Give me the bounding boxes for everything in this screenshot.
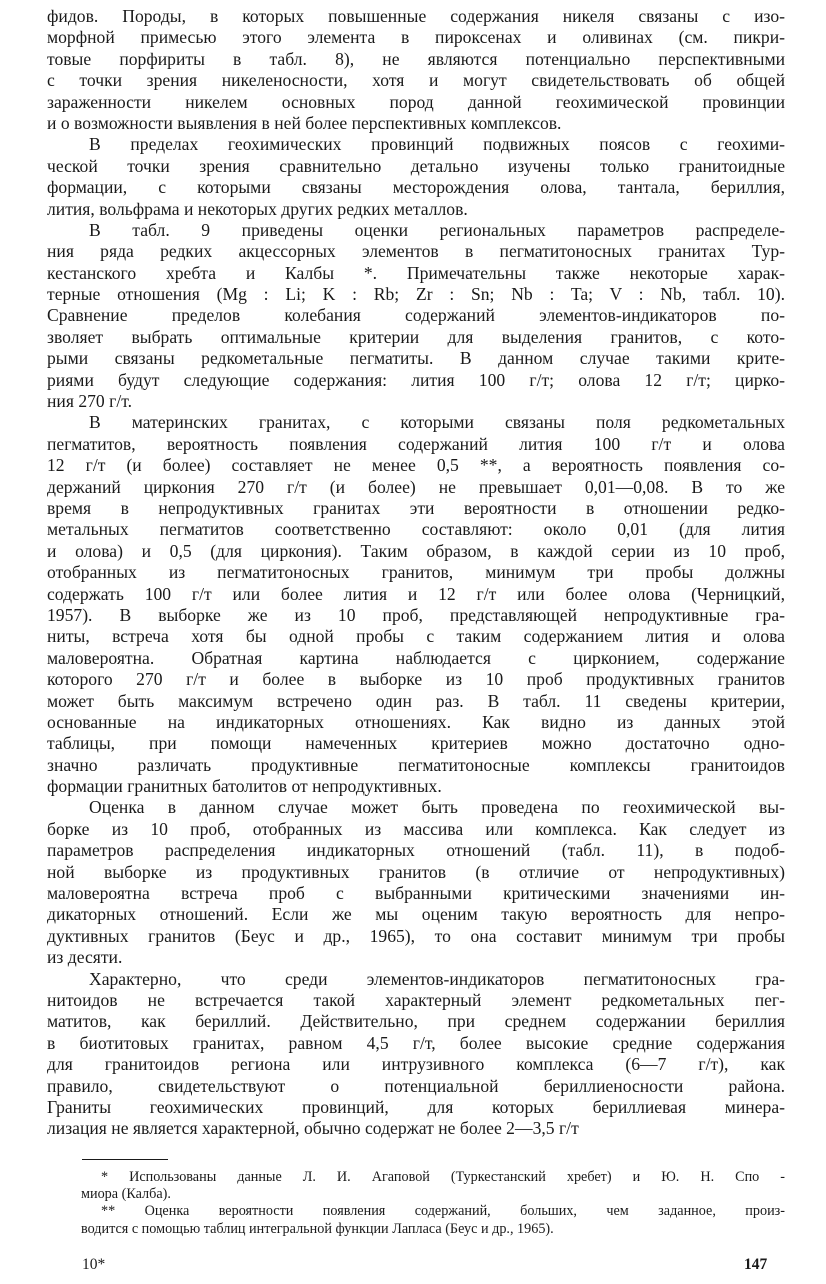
footnote bbox=[81, 1203, 785, 1237]
text-line: основанные на индикаторных отношениях. Как видно из данных этой bbox=[47, 711, 785, 732]
text-line: в биотитовых гранитах, равном 4,5 г/т, более высокие средние содержания bbox=[47, 1032, 785, 1053]
text-line: таблицы, при помощи намеченных критериев можно достаточно одно- bbox=[47, 733, 785, 754]
text-line: ниты, встреча хотя бы одной пробы с таким содержанием лития и олова bbox=[47, 626, 785, 647]
text-line: риями будут следующие содержания: лития 100 г/т; олова 12 г/т; цирко- bbox=[47, 369, 785, 390]
text-line: дикаторных отношений. Если же мы оценим такую вероятность для непро- bbox=[47, 904, 785, 925]
text-line: формации гранитных батолитов от непродуктивных. bbox=[47, 776, 442, 797]
text-line: зволяет выбрать оптимальные критерии для выделения гранитов, с кото- bbox=[47, 326, 785, 347]
text-line: В пределах геохимических провинций подвижных поясов с геохими- bbox=[89, 134, 785, 155]
paragraph bbox=[47, 134, 785, 220]
text-line: терные отношения (Mg : Li; K : Rb; Zr : Sn; Nb : Ta; V : Nb, табл. 10). bbox=[47, 284, 785, 305]
text-line: маловероятна встреча проб с выбранными критическими значениями ин- bbox=[47, 883, 785, 904]
text-line: нитоидов не встречается такой характерный элемент редкометальных пег- bbox=[47, 989, 785, 1010]
text-line: борке из 10 проб, отобранных из массива или комплекса. Как следует из bbox=[47, 818, 785, 839]
text-line: значно различать продуктивные пегматитоносные комплексы гранитоидов bbox=[47, 754, 785, 775]
paragraph bbox=[47, 797, 785, 968]
text-line: 12 г/т (и более) составляет не менее 0,5 **, а вероятность появления со- bbox=[47, 455, 785, 476]
text-line: с точки зрения никеленосности, хотя и могут свидетельствовать об общей bbox=[47, 70, 785, 91]
text-line: дуктивных гранитов (Беус и др., 1965), то она составит минимум три пробы bbox=[47, 925, 785, 946]
paragraph bbox=[47, 220, 785, 413]
text-line: правило, свидетельствуют о потенциальной бериллиеносности района. bbox=[47, 1075, 785, 1096]
text-line: лития, вольфрама и некоторых других редких металлов. bbox=[47, 198, 468, 219]
text-line: 1957). В выборке же из 10 проб, представляющей непродуктивные гра- bbox=[47, 604, 785, 625]
text-line: фидов. Породы, в которых повышенные содержания никеля связаны с изо- bbox=[47, 6, 785, 26]
text-line: которого 270 г/т и более в выборке из 10 проб продуктивных гранитов bbox=[47, 669, 785, 690]
text-line: время в непродуктивных гранитах эти вероятности в отношении редко- bbox=[47, 497, 785, 518]
text-line: В материнских гранитах, с которыми связаны поля редкометальных bbox=[89, 412, 785, 433]
text-line: товые порфириты в табл. 8), не являются потенциально перспективными bbox=[47, 48, 785, 69]
text-line: Оценка в данном случае может быть проведена по геохимической вы- bbox=[89, 797, 785, 818]
paragraph bbox=[47, 6, 785, 134]
text-line: параметров распределения индикаторных отношений (табл. 11), в подоб- bbox=[47, 840, 785, 861]
footnote-separator bbox=[82, 1159, 168, 1160]
text-line: матитов, как бериллий. Действительно, при среднем содержании бериллия bbox=[47, 1011, 785, 1032]
footnote bbox=[81, 1169, 785, 1203]
text-line: ной выборке из продуктивных гранитов (в отличие от непродуктивных) bbox=[47, 861, 785, 882]
paragraph bbox=[47, 412, 785, 797]
text-line: содержать 100 г/т или более лития и 12 г/т или более олова (Черницкий, bbox=[47, 583, 785, 604]
text-line: зараженности никелем основных пород данной геохимической провинции bbox=[47, 91, 785, 112]
text-line: держаний циркония 270 г/т (и более) не превышает 0,01—0,08. В то же bbox=[47, 476, 785, 497]
text-line: Характерно, что среди элементов-индикаторов пегматитоносных гра- bbox=[89, 968, 785, 989]
text-line: Граниты геохимических провинций, для которых бериллиевая минера- bbox=[47, 1096, 785, 1117]
text-line: кестанского хребта и Калбы *. Примечательны также некоторые харак- bbox=[47, 262, 785, 283]
text-line: для гранитоидов региона или интрузивного комплекса (6—7 г/т), как bbox=[47, 1054, 785, 1075]
text-line: морфной примесью этого элемента в пироксенах и оливинах (см. пикри- bbox=[47, 27, 785, 48]
text-line: В табл. 9 приведены оценки региональных параметров распределе- bbox=[89, 219, 785, 240]
text-line: метальных пегматитов соответственно составляют: около 0,01 (для лития bbox=[47, 519, 785, 540]
text-line: рыми связаны редкометальные пегматиты. В данном случае такими крите- bbox=[47, 348, 785, 369]
text-line: может быть максимум встречено один раз. В табл. 11 сведены критерии, bbox=[47, 690, 785, 711]
footnotes bbox=[81, 1169, 785, 1238]
text-line: и олова) и 0,5 (для циркония). Таким образом, в каждой серии из 10 проб, bbox=[47, 540, 785, 561]
text-line: * Использованы данные Л. И. Агаповой (Туркестанский хребет) и Ю. Н. Спо - bbox=[101, 1169, 785, 1185]
paragraph bbox=[47, 969, 785, 1140]
text-line: и о возможности выявления в ней более перспективных комплексов. bbox=[47, 112, 562, 133]
text-line: водится с помощью таблиц интегральной функции Лапласа (Беус и др., 1965). bbox=[81, 1220, 554, 1237]
text-line: лизация не является характерной, обычно содержат не более 2—3,5 г/т bbox=[47, 1118, 579, 1139]
text-line: маловероятна. Обратная картина наблюдается с цирконием, содержание bbox=[47, 647, 785, 668]
text-line: ния ряда редких акцессорных элементов в пегматитоносных гранитах Тур- bbox=[47, 241, 785, 262]
text-line: ния 270 г/т. bbox=[47, 391, 132, 412]
text-line: ческой точки зрения сравнительно детально изучены только гранитоидные bbox=[47, 155, 785, 176]
text-line: пегматитов, вероятность появления содержаний лития 100 г/т и олова bbox=[47, 433, 785, 454]
main-text bbox=[47, 6, 785, 1140]
page-number: 147 bbox=[744, 1256, 768, 1273]
text-line: отобранных из пегматитоносных гранитов, минимум три пробы должны bbox=[47, 562, 785, 583]
text-line: формации, с которыми связаны месторождения олова, тантала, бериллия, bbox=[47, 177, 785, 198]
signature-mark: 10* bbox=[82, 1256, 106, 1273]
text-line: Сравнение пределов колебания содержаний элементов-индикаторов по- bbox=[47, 305, 785, 326]
text-line: ** Оценка вероятности появления содержаний, больших, чем заданное, произ- bbox=[101, 1203, 785, 1220]
text-line: миора (Калба). bbox=[81, 1186, 171, 1203]
text-line: из десяти. bbox=[47, 947, 123, 968]
